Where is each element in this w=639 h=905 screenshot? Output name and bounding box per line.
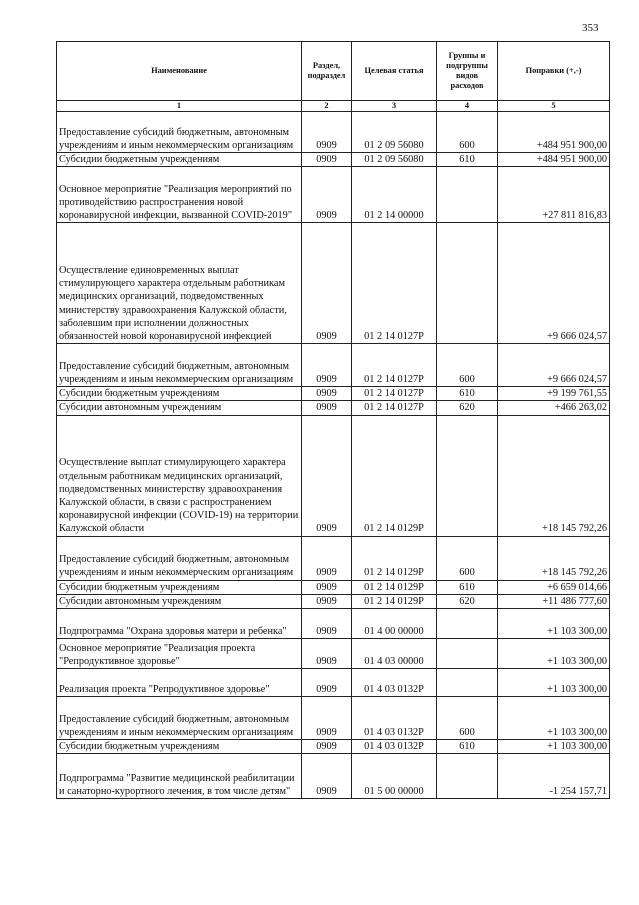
row-article: 01 2 14 0129Р	[352, 536, 437, 580]
header-section: Раздел, подраздел	[302, 42, 352, 101]
row-group	[437, 754, 498, 799]
table-row	[57, 536, 610, 580]
table-row	[57, 153, 610, 167]
table-row	[57, 594, 610, 608]
budget-amendments-table	[56, 41, 610, 799]
table-row	[57, 580, 610, 594]
row-amount: +466 263,02	[498, 401, 610, 415]
row-article: 01 2 14 0127Р	[352, 223, 437, 344]
row-group: 610	[437, 153, 498, 167]
row-name: Предоставление субсидий бюджетным, автономным учреждениям и иным некоммерческим организациям	[57, 344, 302, 387]
row-article: 01 2 09 56080	[352, 112, 437, 153]
row-amount: +1 103 300,00	[498, 669, 610, 697]
row-name: Субсидии бюджетным учреждениям	[57, 387, 302, 401]
header-name: Наименование	[57, 42, 302, 101]
row-name: Предоставление субсидий бюджетным, автономным учреждениям и иным некоммерческим организациям	[57, 697, 302, 740]
table-header-row	[57, 42, 610, 101]
header-amendments: Поправки (+,-)	[498, 42, 610, 101]
row-amount: +6 659 014,66	[498, 580, 610, 594]
row-article: 01 4 03 0132Р	[352, 740, 437, 754]
column-number: 5	[498, 101, 610, 112]
row-amount: -1 254 157,71	[498, 754, 610, 799]
row-section: 0909	[302, 594, 352, 608]
header-expense-group: Группы и подгруппы видов расходов	[437, 42, 498, 101]
row-name: Субсидии бюджетным учреждениям	[57, 580, 302, 594]
row-article: 01 2 14 0129Р	[352, 594, 437, 608]
row-name: Субсидии бюджетным учреждениям	[57, 153, 302, 167]
row-article: 01 4 03 00000	[352, 639, 437, 669]
row-name: Осуществление единовременных выплат стимулирующего характера отдельным работникам медицинских организаций, подведомственных министерству здравоохранения Калужской области, заболевшим при исполнении должностных обязанностей новой коронавирусной инфекцией	[57, 223, 302, 344]
row-name: Подпрограмма "Развитие медицинской реабилитации и санаторно-курортного лечения, в том числе детям"	[57, 754, 302, 799]
column-number-row	[57, 101, 610, 112]
row-group: 600	[437, 697, 498, 740]
table-row	[57, 344, 610, 387]
row-article: 01 5 00 00000	[352, 754, 437, 799]
row-section: 0909	[302, 754, 352, 799]
row-group	[437, 167, 498, 223]
row-name: Основное мероприятие "Реализация проекта "Репродуктивное здоровье"	[57, 639, 302, 669]
row-name: Субсидии автономным учреждениям	[57, 594, 302, 608]
row-amount: +18 145 792,26	[498, 536, 610, 580]
row-section: 0909	[302, 669, 352, 697]
row-group	[437, 639, 498, 669]
header-target-article: Целевая статья	[352, 42, 437, 101]
row-group	[437, 415, 498, 536]
row-article: 01 2 14 0127Р	[352, 344, 437, 387]
row-group: 620	[437, 401, 498, 415]
row-article: 01 4 03 0132Р	[352, 669, 437, 697]
row-name: Субсидии бюджетным учреждениям	[57, 740, 302, 754]
row-article: 01 2 14 0127Р	[352, 401, 437, 415]
row-group: 600	[437, 344, 498, 387]
row-section: 0909	[302, 536, 352, 580]
row-section: 0909	[302, 580, 352, 594]
table-row	[57, 609, 610, 639]
table-row	[57, 740, 610, 754]
table-row	[57, 387, 610, 401]
row-amount: +484 951 900,00	[498, 112, 610, 153]
row-article: 01 2 14 00000	[352, 167, 437, 223]
row-amount: +484 951 900,00	[498, 153, 610, 167]
table-row	[57, 669, 610, 697]
row-name: Предоставление субсидий бюджетным, автономным учреждениям и иным некоммерческим организациям	[57, 112, 302, 153]
row-name: Подпрограмма "Охрана здоровья матери и ребенка"	[57, 609, 302, 639]
row-section: 0909	[302, 153, 352, 167]
row-article: 01 2 14 0129Р	[352, 415, 437, 536]
row-amount: +1 103 300,00	[498, 609, 610, 639]
row-name: Реализация проекта "Репродуктивное здоровье"	[57, 669, 302, 697]
row-section: 0909	[302, 112, 352, 153]
row-amount: +1 103 300,00	[498, 697, 610, 740]
row-name: Осуществление выплат стимулирующего характера отдельным работникам медицинских организаций, подведомственных министерству здравоохранения Калужской области, в связи с распространением коронавирусной инфекции (COVID-19) на территории Калужской области	[57, 415, 302, 536]
table-row	[57, 223, 610, 344]
row-section: 0909	[302, 639, 352, 669]
row-amount: +9 666 024,57	[498, 223, 610, 344]
row-section: 0909	[302, 415, 352, 536]
column-number: 4	[437, 101, 498, 112]
column-number: 1	[57, 101, 302, 112]
row-group	[437, 669, 498, 697]
row-amount: +11 486 777,60	[498, 594, 610, 608]
row-group: 620	[437, 594, 498, 608]
row-name: Предоставление субсидий бюджетным, автономным учреждениям и иным некоммерческим организациям	[57, 536, 302, 580]
row-group: 600	[437, 536, 498, 580]
row-amount: +27 811 816,83	[498, 167, 610, 223]
table-row	[57, 639, 610, 669]
row-section: 0909	[302, 697, 352, 740]
row-group: 610	[437, 387, 498, 401]
row-article: 01 2 14 0129Р	[352, 580, 437, 594]
row-amount: +9 199 761,55	[498, 387, 610, 401]
row-article: 01 2 09 56080	[352, 153, 437, 167]
row-amount: +1 103 300,00	[498, 740, 610, 754]
table-row	[57, 112, 610, 153]
column-number: 3	[352, 101, 437, 112]
row-section: 0909	[302, 223, 352, 344]
row-section: 0909	[302, 344, 352, 387]
table-row	[57, 167, 610, 223]
row-amount: +9 666 024,57	[498, 344, 610, 387]
table-row	[57, 754, 610, 799]
row-group: 610	[437, 740, 498, 754]
row-group	[437, 223, 498, 344]
row-section: 0909	[302, 609, 352, 639]
column-number: 2	[302, 101, 352, 112]
row-section: 0909	[302, 387, 352, 401]
row-section: 0909	[302, 401, 352, 415]
row-article: 01 4 00 00000	[352, 609, 437, 639]
table-row	[57, 697, 610, 740]
row-group: 610	[437, 580, 498, 594]
table-row	[57, 401, 610, 415]
table-row	[57, 415, 610, 536]
row-amount: +1 103 300,00	[498, 639, 610, 669]
row-article: 01 2 14 0127Р	[352, 387, 437, 401]
page-number: 353	[582, 22, 599, 34]
row-section: 0909	[302, 740, 352, 754]
row-group: 600	[437, 112, 498, 153]
row-amount: +18 145 792,26	[498, 415, 610, 536]
row-group	[437, 609, 498, 639]
row-article: 01 4 03 0132Р	[352, 697, 437, 740]
row-name: Субсидии автономным учреждениям	[57, 401, 302, 415]
row-name: Основное мероприятие "Реализация мероприятий по противодействию распространения новой коронавирусной инфекции, вызванной COVID-2019"	[57, 167, 302, 223]
row-section: 0909	[302, 167, 352, 223]
